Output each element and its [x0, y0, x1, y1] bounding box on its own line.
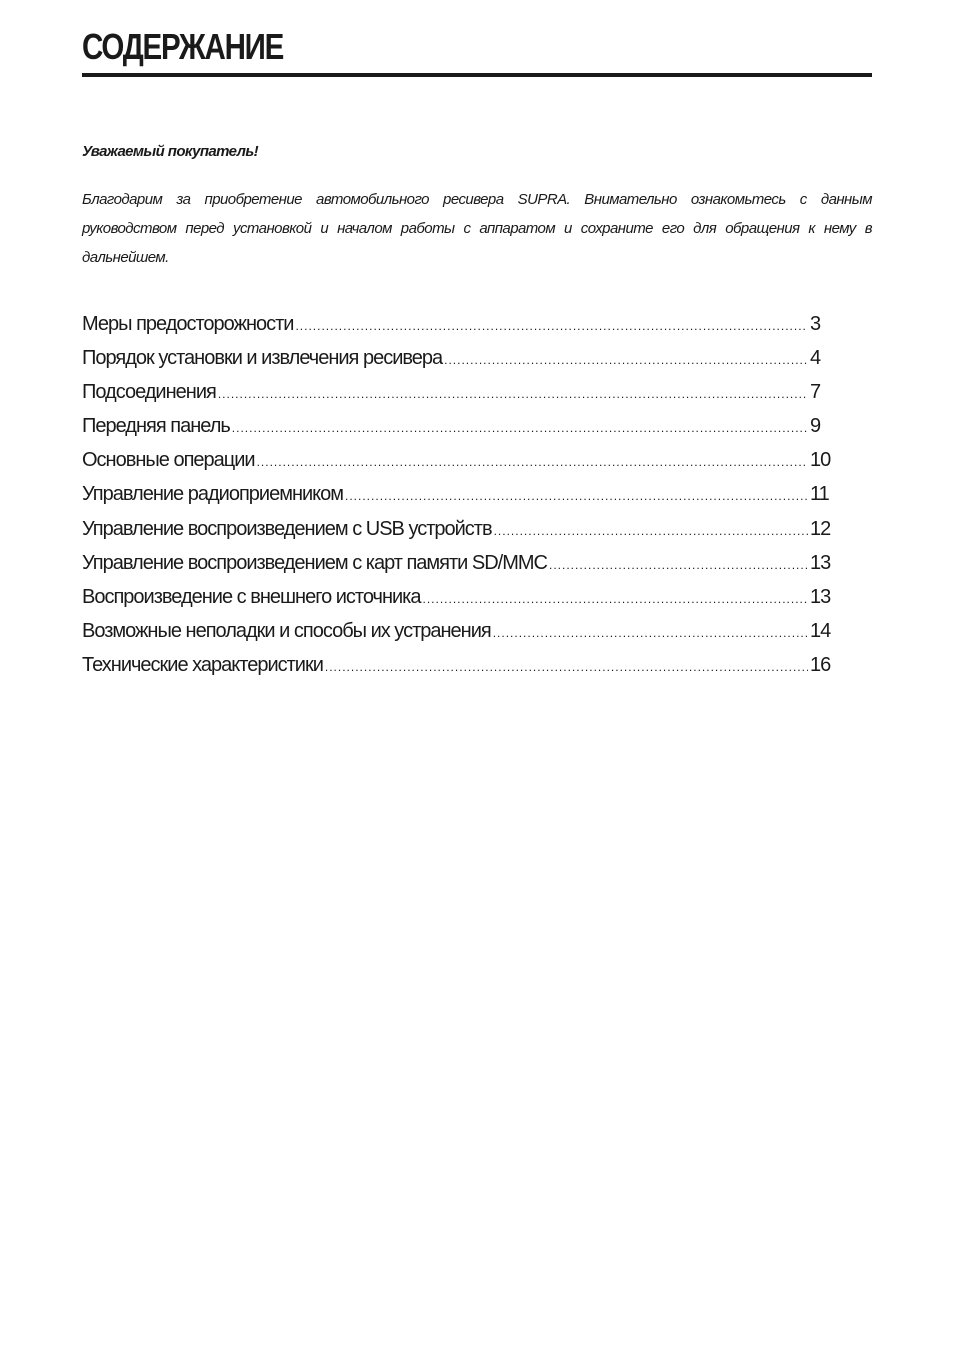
toc-entry-page: 3: [810, 313, 821, 335]
toc-entry[interactable]: [82, 620, 834, 654]
toc-entry-page: 13: [810, 585, 831, 608]
toc-entry-page: 9: [810, 415, 821, 438]
toc-entry[interactable]: [82, 381, 834, 415]
toc-entry[interactable]: [82, 586, 834, 620]
toc-entry-page: 16: [810, 653, 831, 676]
toc-entry-page: 7: [810, 381, 821, 404]
toc-entry[interactable]: [82, 483, 834, 517]
toc-entry-label: Передняя панель: [82, 415, 230, 438]
table-of-contents: [82, 313, 834, 688]
dot-leader: [494, 524, 808, 538]
toc-entry[interactable]: [82, 552, 834, 586]
dot-leader: [232, 421, 808, 435]
dot-leader: [493, 626, 808, 640]
page-title: СОДЕРЖАНИЕ: [82, 26, 284, 67]
toc-entry-label: Возможные неполадки и способы их устранения: [82, 619, 491, 642]
toc-entry-label: Основные операции: [82, 449, 255, 472]
dot-leader: [444, 353, 808, 367]
toc-entry-page: 14: [810, 619, 831, 642]
toc-entry[interactable]: [82, 518, 834, 552]
greeting: Уважаемый покупатель!: [82, 143, 259, 160]
toc-entry-page: 4: [810, 347, 821, 370]
dot-leader: [345, 489, 808, 503]
dot-leader: [218, 387, 808, 401]
toc-entry[interactable]: [82, 449, 834, 483]
dot-leader: [423, 592, 809, 606]
toc-entry-page: 10: [810, 449, 831, 472]
toc-entry[interactable]: [82, 313, 834, 347]
dot-leader: [295, 319, 808, 333]
dot-leader: [257, 455, 808, 469]
toc-entry-page: 12: [810, 517, 831, 540]
toc-entry-label: Меры предосторожности: [82, 313, 294, 335]
toc-entry[interactable]: [82, 347, 834, 381]
toc-entry[interactable]: [82, 415, 834, 449]
toc-entry-label: Подсоединения: [82, 381, 216, 404]
toc-entry-label: Управление радиоприемником: [82, 483, 344, 506]
toc-entry-label: Воспроизведение с внешнего источника: [82, 585, 421, 608]
toc-entry-label: Управление воспроизведением с USB устройств: [82, 517, 492, 540]
toc-entry-page: 11: [810, 483, 829, 506]
dot-leader: [325, 660, 808, 674]
toc-entry[interactable]: [82, 654, 834, 688]
toc-entry-page: 13: [810, 551, 831, 574]
toc-entry-label: Порядок установки и извлечения ресивера: [82, 347, 443, 370]
dot-leader: [549, 558, 808, 572]
title-divider: [82, 73, 872, 77]
toc-entry-label: Управление воспроизведением с карт памяти SD/MMC: [82, 551, 547, 574]
intro-paragraph: Благодарим за приобретение автомобильного ресивера SUPRA. Внимательно ознакомьтесь с данным руководством перед установкой и началом работы с аппаратом и сохраните его для обращения к нему в дальнейшем.: [82, 191, 872, 266]
toc-entry-label: Технические характеристики: [82, 653, 323, 676]
